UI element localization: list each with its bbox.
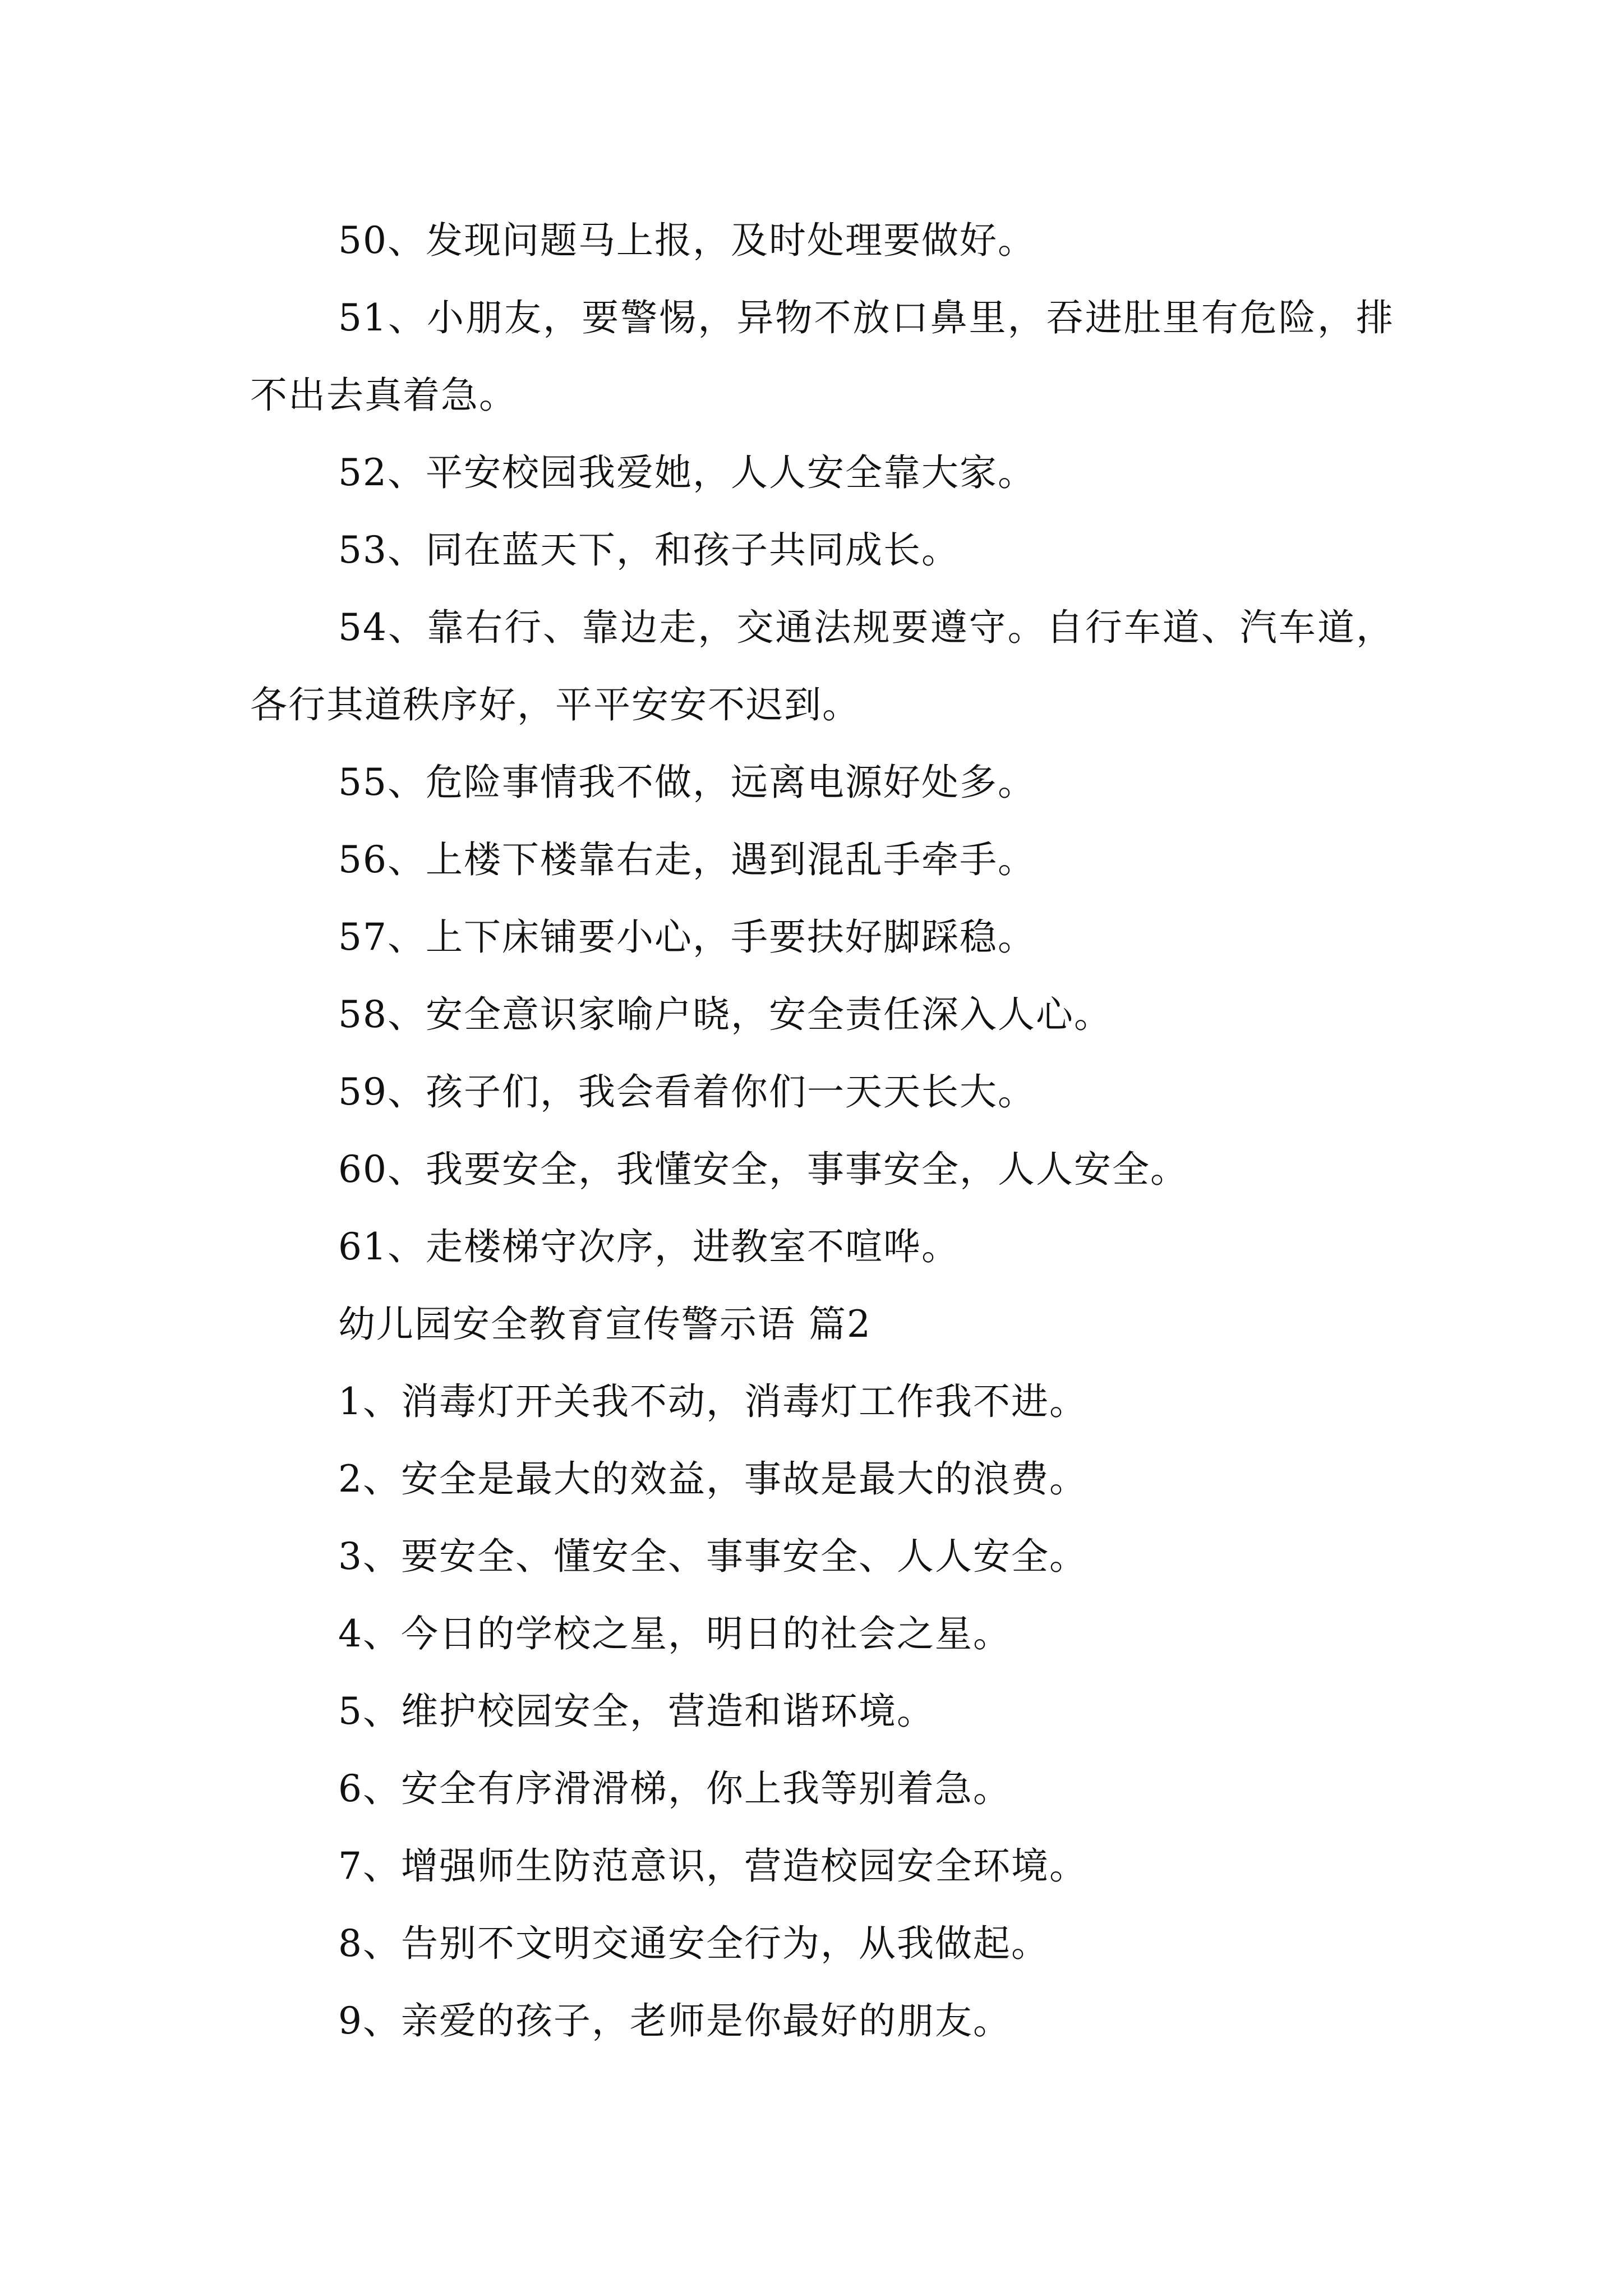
paragraph-57: 57、上下床铺要小心，手要扶好脚踩稳。 — [338, 915, 1036, 959]
paragraph-4: 4、今日的学校之星，明日的社会之星。 — [338, 1612, 1011, 1655]
paragraph-7: 7、增强师生防范意识，营造校园安全环境。 — [338, 1844, 1087, 1888]
paragraph-50: 50、发现问题马上报，及时处理要做好。 — [338, 219, 1036, 262]
paragraph-61: 61、走楼梯守次序，进教室不喧哗。 — [338, 1225, 960, 1268]
paragraph-5: 5、维护校园安全，营造和谐环境。 — [338, 1690, 935, 1733]
section-heading: 幼儿园安全教育宣传警示语 篇2 — [338, 1303, 872, 1346]
paragraph-3: 3、要安全、懂安全、事事安全、人人安全。 — [338, 1535, 1087, 1578]
paragraph-58: 58、安全意识家喻户晓，安全责任深入人心。 — [338, 993, 1112, 1036]
paragraph-59: 59、孩子们，我会看着你们一天天长大。 — [338, 1070, 1036, 1114]
paragraph-1: 1、消毒灯开关我不动，消毒灯工作我不进。 — [338, 1380, 1087, 1423]
paragraph-60: 60、我要安全，我懂安全，事事安全，人人安全。 — [338, 1148, 1188, 1191]
paragraph-54: 54、靠右行、靠边走，交通法规要遵守。自行车道、汽车道，各行其道秩序好，平平安安不迟到。 — [250, 606, 1394, 726]
paragraph-6: 6、安全有序滑滑梯，你上我等别着急。 — [338, 1767, 1011, 1810]
paragraph-55: 55、危险事情我不做，远离电源好处多。 — [338, 761, 1036, 804]
paragraph-52: 52、平安校园我爱她，人人安全靠大家。 — [338, 451, 1036, 494]
paragraph-9: 9、亲爱的孩子，老师是你最好的朋友。 — [338, 1999, 1011, 2042]
paragraph-2: 2、安全是最大的效益，事故是最大的浪费。 — [338, 1457, 1087, 1501]
paragraph-53: 53、同在蓝天下，和孩子共同成长。 — [338, 528, 960, 572]
paragraph-51: 51、小朋友，要警惕，异物不放口鼻里，吞进肚里有危险，排不出去真着急。 — [250, 296, 1394, 417]
document-body — [250, 202, 1394, 2060]
paragraph-8: 8、告别不文明交通安全行为，从我做起。 — [338, 1922, 1049, 1965]
paragraph-56: 56、上楼下楼靠右走，遇到混乱手牵手。 — [338, 838, 1036, 881]
